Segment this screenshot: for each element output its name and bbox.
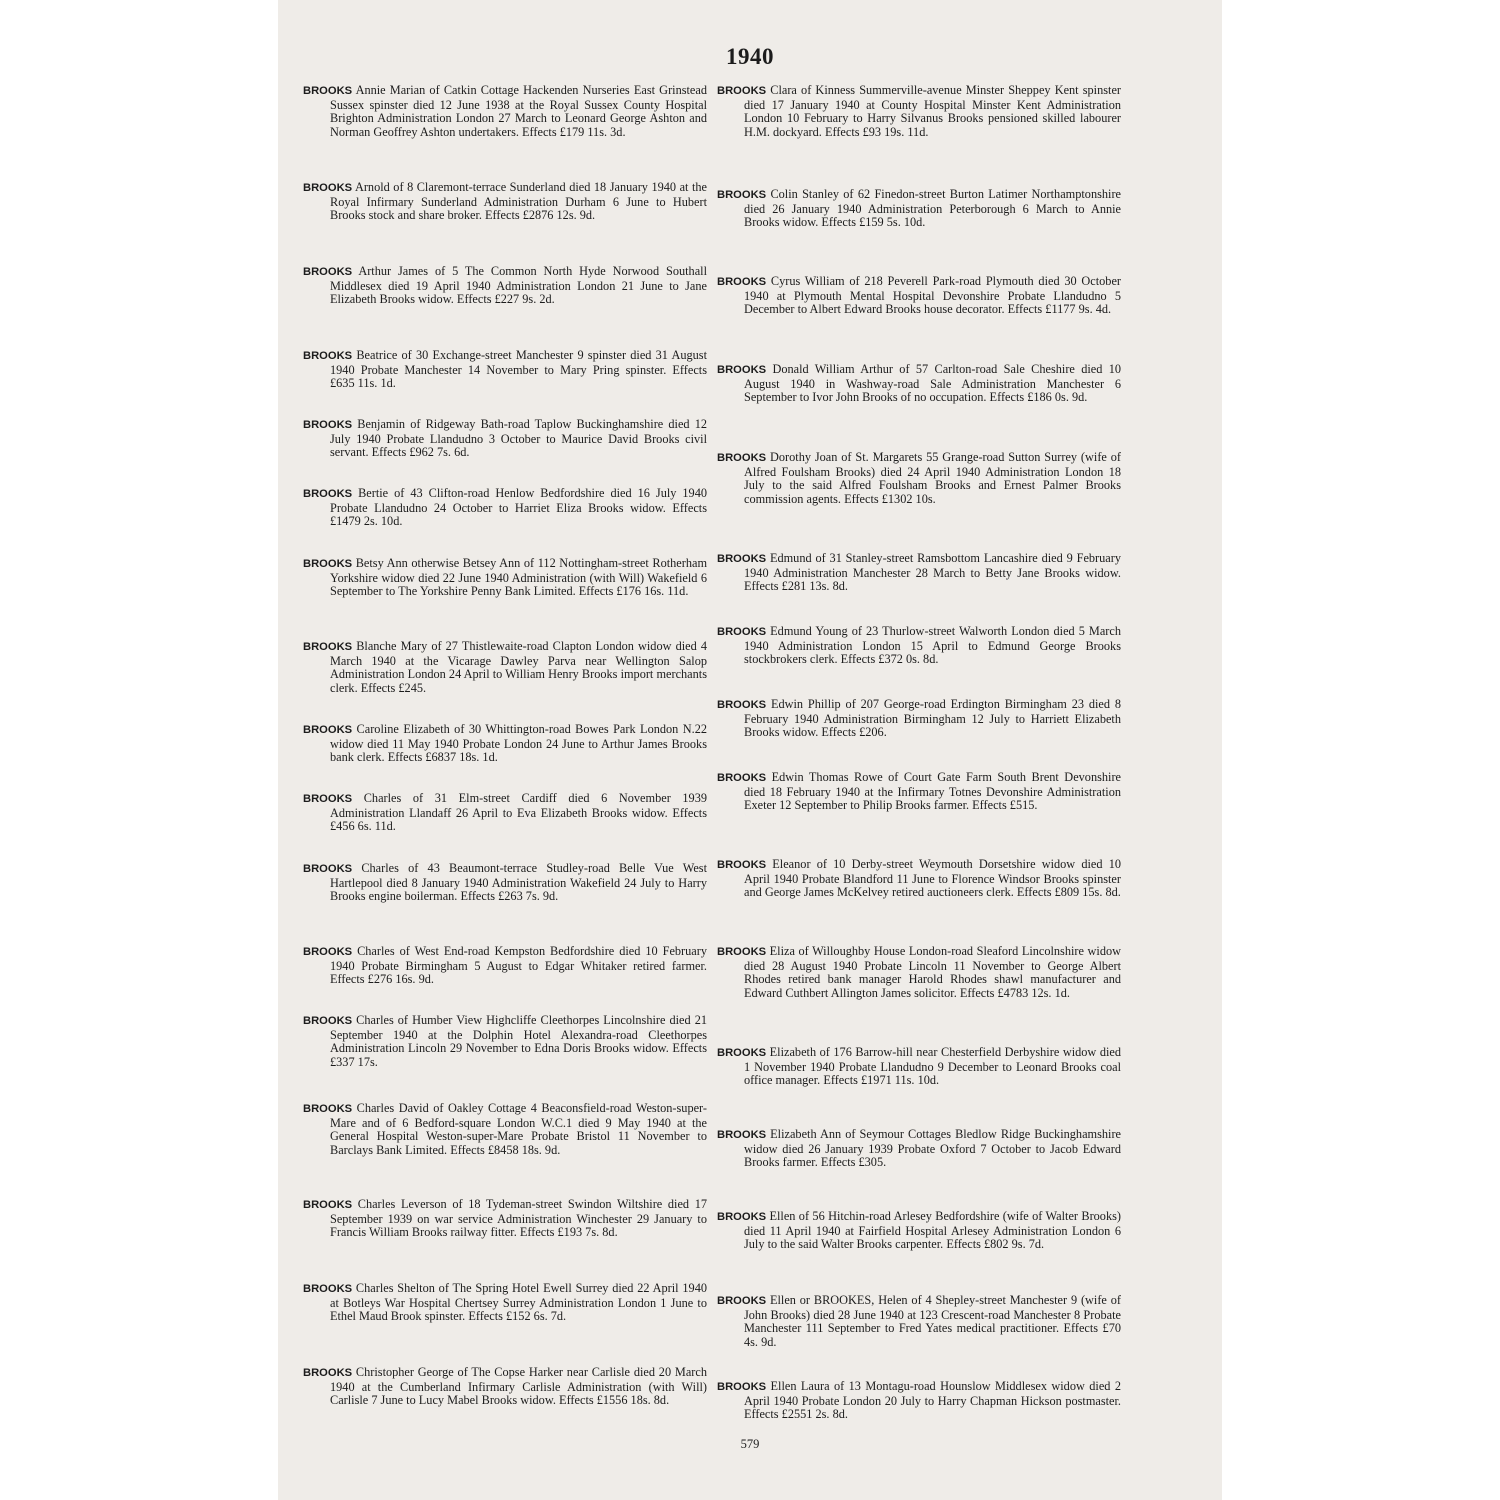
- entry-surname: BROOKS: [717, 946, 767, 958]
- probate-entry: [717, 1046, 1121, 1088]
- entry-surname: BROOKS: [717, 626, 767, 638]
- probate-entry: [303, 265, 707, 307]
- entry-surname: BROOKS: [303, 1367, 353, 1379]
- probate-entry: [717, 771, 1121, 813]
- entry-surname: BROOKS: [303, 1103, 353, 1115]
- entry-surname: BROOKS: [717, 772, 767, 784]
- probate-entry: [717, 1210, 1121, 1252]
- probate-entry: [303, 1014, 707, 1069]
- entry-text: Charles of West End-road Kempston Bedfordshire died 10 February 1940 Probate Birmingham 5 August to Edgar Whitaker retired farmer. Effects £276 16s. 9d.: [330, 944, 707, 987]
- entry-surname: BROOKS: [717, 859, 767, 871]
- year-heading: 1940: [726, 44, 774, 69]
- entry-surname: BROOKS: [303, 946, 353, 958]
- entry-surname: BROOKS: [717, 699, 767, 711]
- entry-text: Charles of 43 Beaumont-terrace Studley-road Belle Vue West Hartlepool died 8 January 1940 Administration Wakefield 24 July to Harry Brooks engine boilerman. Effects £263 7s. 9d.: [330, 861, 708, 904]
- entry-text: Bertie of 43 Clifton-road Henlow Bedfordshire died 16 July 1940 Probate Llandudno 24 October to Harriet Eliza Brooks widow. Effects £1479 2s. 10d.: [330, 486, 707, 529]
- entry-text: Edwin Phillip of 207 George-road Erdington Birmingham 23 died 8 February 1940 Administration Birmingham 12 July to Harriett Elizabeth Brooks widow. Effects £206.: [744, 697, 1121, 740]
- probate-entry: [303, 640, 707, 695]
- entry-surname: BROOKS: [303, 863, 353, 875]
- entry-surname: BROOKS: [303, 558, 353, 570]
- probate-entry: [303, 1366, 707, 1408]
- entry-surname: BROOKS: [717, 1047, 767, 1059]
- entry-surname: BROOKS: [303, 350, 353, 362]
- probate-entry: [717, 625, 1121, 667]
- probate-entry: [303, 181, 707, 223]
- probate-entry: [717, 275, 1121, 317]
- entry-text: Eliza of Willoughby House London-road Sleaford Lincolnshire widow died 28 August 1940 Probate Lincoln 11 November to George Albert Rhodes retired bank manager Harold Rhodes shawl manufacturer and Edward Cuthbert Allington James solicitor. Effects £4783 12s. 1d.: [744, 944, 1121, 1000]
- entry-surname: BROOKS: [717, 1211, 767, 1223]
- probate-entry: [717, 858, 1121, 900]
- probate-entry: [303, 418, 707, 460]
- probate-entry: [303, 792, 707, 834]
- entry-surname: BROOKS: [303, 85, 353, 97]
- entry-text: Christopher George of The Copse Harker near Carlisle died 20 March 1940 at the Cumberland Infirmary Carlisle Administration (with Will) Carlisle 7 June to Lucy Mabel Brooks widow. Effects £1556 18s. 8d.: [330, 1365, 707, 1408]
- entry-surname: BROOKS: [303, 419, 353, 431]
- entry-surname: BROOKS: [303, 724, 353, 736]
- probate-entry: [717, 363, 1121, 405]
- probate-entry: [303, 1282, 707, 1324]
- entry-text: Clara of Kinness Summerville-avenue Minster Sheppey Kent spinster died 17 January 1940 at County Hospital Minster Kent Administration London 10 February to Harry Silvanus Brooks pensioned skilled labourer H.M. dockyard. Effects £93 19s. 11d.: [744, 83, 1121, 139]
- entry-text: Blanche Mary of 27 Thistlewaite-road Clapton London widow died 4 March 1940 at the Vicarage Dawley Parva near Wellington Salop Administration London 24 April to William Henry Brooks import merchants clerk. Effects £245.: [330, 639, 707, 695]
- probate-entry: [717, 698, 1121, 740]
- entry-text: Caroline Elizabeth of 30 Whittington-road Bowes Park London N.22 widow died 11 May 1940 Probate London 24 June to Arthur James Brooks bank clerk. Effects £6837 18s. 1d.: [330, 722, 707, 765]
- probate-entry: [303, 945, 707, 987]
- entry-surname: BROOKS: [303, 1199, 353, 1211]
- entry-surname: BROOKS: [303, 793, 353, 805]
- entry-surname: BROOKS: [303, 266, 353, 278]
- entry-text: Elizabeth of 176 Barrow-hill near Chesterfield Derbyshire widow died 1 November 1940 Probate Llandudno 9 December to Leonard Brooks coal office manager. Effects £1971 11s. 10d.: [744, 1045, 1121, 1088]
- probate-entry: [303, 1102, 707, 1157]
- entry-text: Eleanor of 10 Derby-street Weymouth Dorsetshire widow died 10 April 1940 Probate Blandford 11 June to Florence Windsor Brooks spinster and George James McKelvey retired auctioneers clerk. Effects £809 15s. 8d.: [744, 857, 1122, 900]
- probate-entry: [303, 557, 707, 599]
- entry-text: Annie Marian of Catkin Cottage Hackenden Nurseries East Grinstead Sussex spinster died 12 June 1938 at the Royal Sussex County Hospital Brighton Administration London 27 March to Leonard George Ashton and Norman Geoffrey Ashton undertakers. Effects £179 11s. 3d.: [330, 83, 707, 139]
- entry-surname: BROOKS: [717, 85, 767, 97]
- probate-entry: [303, 84, 707, 139]
- probate-entry: [717, 188, 1121, 230]
- entry-text: Elizabeth Ann of Seymour Cottages Bledlow Ridge Buckinghamshire widow died 26 January 1939 Probate Oxford 7 October to Jacob Edward Brooks farmer. Effects £305.: [744, 1127, 1121, 1170]
- entry-surname: BROOKS: [303, 182, 353, 194]
- probate-entry: [717, 1294, 1121, 1349]
- entry-surname: BROOKS: [717, 452, 767, 464]
- entry-text: Charles Leverson of 18 Tydeman-street Swindon Wiltshire died 17 September 1939 on war service Administration Winchester 29 January to Francis William Brooks railway fitter. Effects £193 7s. 8d.: [330, 1197, 707, 1240]
- entry-text: Edmund of 31 Stanley-street Ramsbottom Lancashire died 9 February 1940 Administration Manchester 28 March to Betty Jane Brooks widow. Effects £281 13s. 8d.: [744, 551, 1121, 594]
- page-number: 579: [740, 1437, 760, 1451]
- entry-surname: BROOKS: [717, 189, 767, 201]
- entry-text: Charles of 31 Elm-street Cardiff died 6 November 1939 Administration Llandaff 26 April to Eva Elizabeth Brooks widow. Effects £456 6s. 11d.: [330, 791, 707, 834]
- entry-text: Arnold of 8 Claremont-terrace Sunderland died 18 January 1940 at the Royal Infirmary Sunderland Administration Durham 6 June to Hubert Brooks stock and share broker. Effects £2876 12s. 9d.: [330, 180, 707, 223]
- entry-text: Charles David of Oakley Cottage 4 Beaconsfield-road Weston-super-Mare and of 6 Bedford-square London W.C.1 died 9 May 1940 at the General Hospital Weston-super-Mare Probate Bristol 11 November to Barclays Bank Limited. Effects £8458 18s. 9d.: [330, 1101, 708, 1157]
- entry-text: Arthur James of 5 The Common North Hyde Norwood Southall Middlesex died 19 April 1940 Administration London 21 June to Jane Elizabeth Brooks widow. Effects £227 9s. 2d.: [330, 264, 707, 307]
- probate-entry: [717, 552, 1121, 594]
- entry-surname: BROOKS: [717, 1129, 767, 1141]
- entry-surname: BROOKS: [717, 276, 767, 288]
- probate-entry: [717, 84, 1121, 139]
- entry-text: Edwin Thomas Rowe of Court Gate Farm South Brent Devonshire died 18 February 1940 at the Infirmary Totnes Devonshire Administration Exeter 12 September to Philip Brooks farmer. Effects £515.: [744, 770, 1121, 813]
- probate-entry: [717, 451, 1121, 506]
- entry-text: Cyrus William of 218 Peverell Park-road Plymouth died 30 October 1940 at Plymouth Mental Hospital Devonshire Probate Llandudno 5 December to Albert Edward Brooks house decorator. Effects £1177 9s. 4d.: [744, 274, 1122, 317]
- entry-surname: BROOKS: [717, 1381, 767, 1393]
- entry-text: Ellen of 56 Hitchin-road Arlesey Bedfordshire (wife of Walter Brooks) died 11 April 1940 at Fairfield Hospital Arlesey Administration London 6 July to the said Walter Brooks carpenter. Effects £802 9s. 7d.: [744, 1209, 1121, 1252]
- probate-entry: [303, 862, 707, 904]
- probate-entry: [717, 1128, 1121, 1170]
- entry-text: Beatrice of 30 Exchange-street Manchester 9 spinster died 31 August 1940 Probate Manchester 14 November to Mary Pring spinster. Effects £635 11s. 1d.: [330, 348, 708, 391]
- probate-entry: [717, 1380, 1121, 1422]
- entry-text: Betsy Ann otherwise Betsey Ann of 112 Nottingham-street Rotherham Yorkshire widow died 22 June 1940 Administration (with Will) Wakefield 6 September to The Yorkshire Penny Bank Limited. Effects £176 16s. 11d.: [330, 556, 708, 599]
- probate-entry: [303, 349, 707, 391]
- entry-surname: BROOKS: [303, 641, 353, 653]
- probate-entry: [303, 1198, 707, 1240]
- entry-text: Benjamin of Ridgeway Bath-road Taplow Buckinghamshire died 12 July 1940 Probate Llandudno 3 October to Maurice David Brooks civil servant. Effects £962 7s. 6d.: [330, 417, 707, 460]
- entry-text: Ellen or BROOKES, Helen of 4 Shepley-street Manchester 9 (wife of John Brooks) died 28 June 1940 at 123 Crescent-road Manchester 8 Probate Manchester 111 September to Fred Yates medical practitioner. Effects £70 4s. 9d.: [744, 1293, 1121, 1349]
- entry-text: Charles Shelton of The Spring Hotel Ewell Surrey died 22 April 1940 at Botleys War Hospital Chertsey Surrey Administration London 1 June to Ethel Maud Brook spinster. Effects £152 6s. 7d.: [330, 1281, 708, 1324]
- entry-text: Dorothy Joan of St. Margarets 55 Grange-road Sutton Surrey (wife of Alfred Foulsham Brooks) died 24 April 1940 Administration London 18 July to the said Alfred Foulsham Brooks and Ernest Palmer Brooks commission agents. Effects £1302 10s.: [744, 450, 1121, 506]
- entry-surname: BROOKS: [303, 488, 353, 500]
- entry-text: Charles of Humber View Highcliffe Cleethorpes Lincolnshire died 21 September 1940 at the Dolphin Hotel Alexandra-road Cleethorpes Administration Lincoln 29 November to Edna Doris Brooks widow. Effects £337 17s.: [330, 1013, 707, 1069]
- register-page: [278, 0, 1222, 1500]
- entry-surname: BROOKS: [303, 1283, 353, 1295]
- probate-entry: [303, 723, 707, 765]
- entry-text: Edmund Young of 23 Thurlow-street Walworth London died 5 March 1940 Administration London 15 April to Edmund George Brooks stockbrokers clerk. Effects £372 0s. 8d.: [744, 624, 1121, 667]
- probate-entry: [303, 487, 707, 529]
- entry-surname: BROOKS: [303, 1015, 353, 1027]
- entry-text: Ellen Laura of 13 Montagu-road Hounslow Middlesex widow died 2 April 1940 Probate London 20 July to Harry Chapman Hickson postmaster. Effects £2551 2s. 8d.: [744, 1379, 1121, 1422]
- entry-surname: BROOKS: [717, 1295, 767, 1307]
- probate-entry: [717, 945, 1121, 1000]
- entry-surname: BROOKS: [717, 553, 767, 565]
- entry-text: Colin Stanley of 62 Finedon-street Burton Latimer Northamptonshire died 26 January 1940 Administration Peterborough 6 March to Annie Brooks widow. Effects £159 5s. 10d.: [744, 187, 1121, 230]
- entry-surname: BROOKS: [717, 364, 767, 376]
- entry-text: Donald William Arthur of 57 Carlton-road Sale Cheshire died 10 August 1940 in Washway-road Sale Administration Manchester 6 September to Ivor John Brooks of no occupation. Effects £186 0s. 9d.: [744, 362, 1121, 405]
